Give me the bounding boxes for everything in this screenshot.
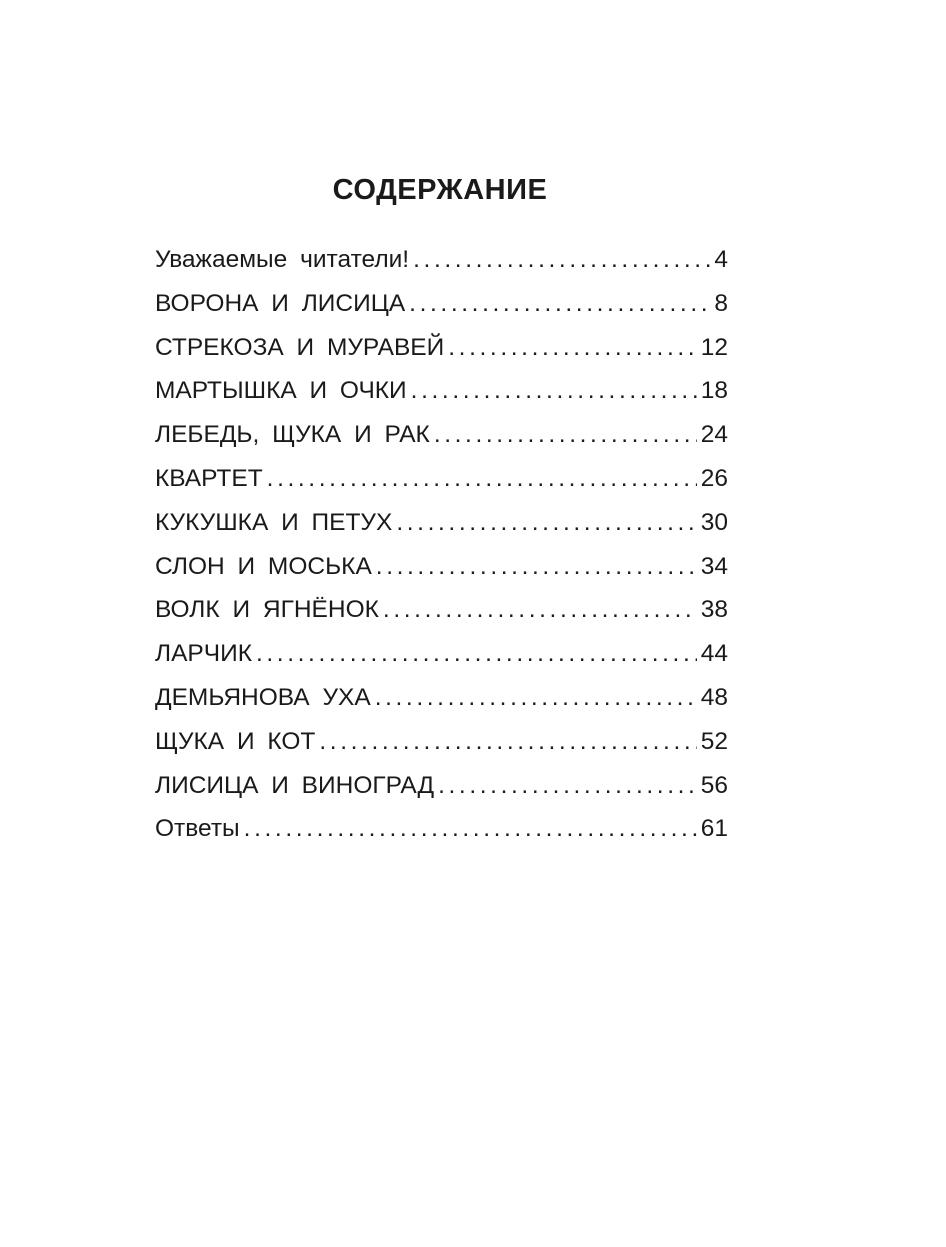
toc-page-number: 30 <box>700 508 728 536</box>
toc-entry[interactable] <box>155 457 728 501</box>
dot-leader <box>413 238 710 282</box>
toc-entry[interactable] <box>155 369 728 413</box>
page-title: СОДЕРЖАНИЕ <box>332 174 548 206</box>
toc-entry-title: Уважаемые читатели! <box>155 246 410 273</box>
toc-entry-title: КВАРТЕТ <box>155 464 263 492</box>
dot-leader <box>244 807 697 851</box>
dot-leader <box>396 501 696 545</box>
toc-entry-title: ДЕМЬЯНОВА УХА <box>155 683 371 711</box>
toc-entry[interactable] <box>155 632 728 676</box>
toc-entry-title: СТРЕКОЗА И МУРАВЕЙ <box>155 333 445 361</box>
toc-page-number: 44 <box>700 640 728 668</box>
toc-entry[interactable] <box>155 676 728 720</box>
dot-leader <box>376 545 697 589</box>
toc-page-number: 52 <box>700 727 728 755</box>
toc-page-number: 12 <box>700 333 728 361</box>
toc-page-number: 18 <box>700 377 728 405</box>
dot-leader <box>267 457 697 501</box>
dot-leader <box>411 369 697 413</box>
toc-entry[interactable] <box>155 326 728 370</box>
toc-page-number: 48 <box>700 683 728 711</box>
toc-entry-title: ЛАРЧИК <box>155 640 252 668</box>
toc-page-number: 4 <box>714 246 728 273</box>
toc-entry[interactable] <box>155 238 728 282</box>
toc-entry-title: МАРТЫШКА И ОЧКИ <box>155 377 407 405</box>
dot-leader <box>256 632 697 676</box>
toc-entry-title: КУКУШКА И ПЕТУХ <box>155 508 393 536</box>
toc-page-number: 26 <box>700 464 728 492</box>
toc-entry[interactable] <box>155 545 728 589</box>
toc-entry-title: ВОРОНА И ЛИСИЦА <box>155 289 406 317</box>
dot-leader <box>448 326 696 370</box>
dot-leader <box>319 720 696 764</box>
toc-entry-title: ЛЕБЕДЬ, ЩУКА И РАК <box>155 421 430 449</box>
dot-leader <box>375 676 697 720</box>
toc-page-number: 8 <box>714 289 728 317</box>
toc-entry-title: ЩУКА И КОТ <box>155 727 316 755</box>
toc-entry[interactable] <box>155 720 728 764</box>
toc-entry[interactable] <box>155 588 728 632</box>
toc-entry-title: ВОЛК И ЯГНЁНОК <box>155 596 379 624</box>
toc-page-number: 34 <box>700 552 728 580</box>
toc-page-number: 56 <box>700 771 728 799</box>
toc-entry-title: СЛОН И МОСЬКА <box>155 552 372 580</box>
dot-leader <box>409 282 710 326</box>
toc-entry[interactable] <box>155 764 728 808</box>
table-of-contents <box>155 238 728 851</box>
toc-entry-title: ЛИСИЦА И ВИНОГРАД <box>155 771 435 799</box>
dot-leader <box>383 588 697 632</box>
toc-page-number: 24 <box>700 421 728 449</box>
toc-entry[interactable] <box>155 413 728 457</box>
toc-entry-title: Ответы <box>155 815 240 843</box>
dot-leader <box>438 764 697 808</box>
dot-leader <box>434 413 697 457</box>
toc-page-number: 38 <box>700 596 728 624</box>
toc-page-number: 61 <box>700 815 728 843</box>
toc-entry[interactable] <box>155 501 728 545</box>
toc-entry[interactable] <box>155 282 728 326</box>
toc-entry[interactable] <box>155 807 728 851</box>
